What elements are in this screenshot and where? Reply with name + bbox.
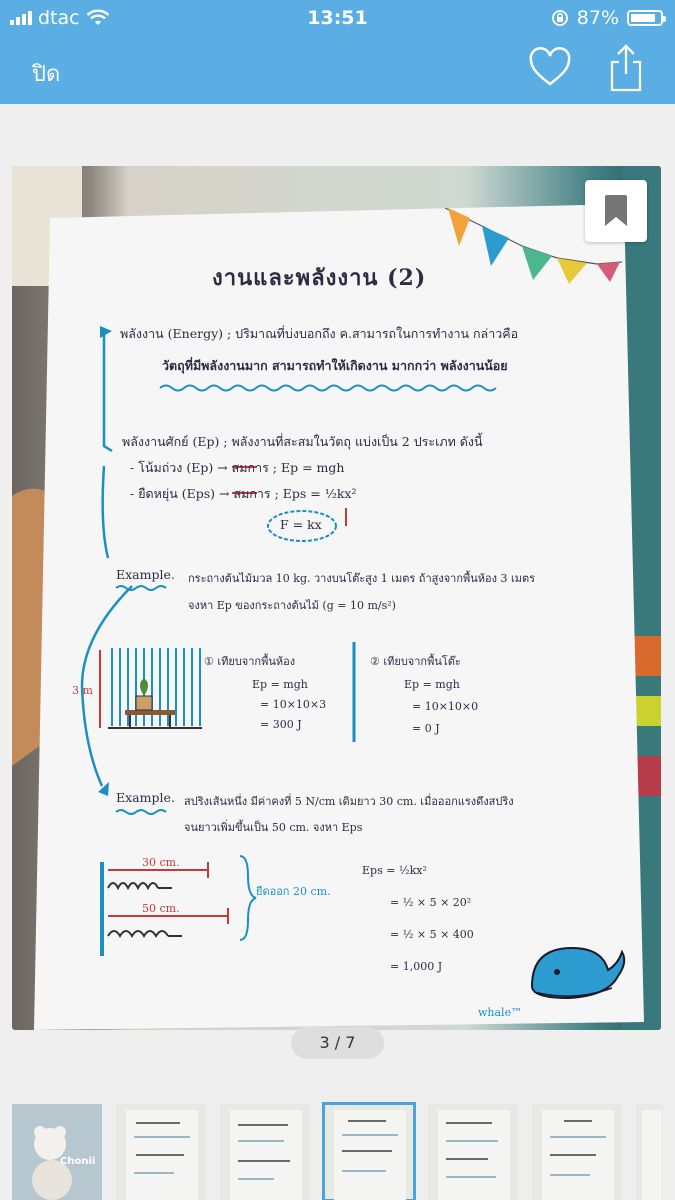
rotation-lock-icon (551, 9, 569, 27)
spring-len2: 50 cm. (142, 902, 180, 915)
eps-step4: = 1,000 J (390, 960, 443, 973)
note-title: งานและพลังงาน (2) (212, 265, 427, 291)
case1-result: = 300 J (260, 718, 302, 731)
eps-step2: = ½ × 5 × 20² (390, 896, 472, 909)
close-button[interactable]: ปิด (32, 62, 61, 87)
note-energy-line: พลังงาน (Energy) ; ปริมาณที่บ่งบอกถึง ค.สามารถในการทำงาน กล่าวคือ (120, 326, 519, 341)
example2-label: Example. (116, 790, 175, 805)
main-photo[interactable] (12, 166, 661, 1030)
note-force-box: F = kx (280, 517, 322, 532)
example2-text: สปริงเส้นหนึ่ง มีค่าคงที่ 5 N/cm เดิมยาว 30 cm. เมื่อออกแรงดึงสปริง (184, 795, 514, 808)
status-bar (0, 0, 675, 36)
note-potential-line: พลังงานศักย์ (Ep) ; พลังงานที่สะสมในวัตถุ แบ่งเป็น 2 ประเภท ดังนี้ (122, 434, 483, 449)
case2-title: ② เทียบจากพื้นโต๊ะ (370, 655, 461, 668)
battery-percent: 87% (576, 7, 619, 29)
bookmark-button[interactable] (585, 180, 647, 242)
case2-sub: = 10×10×0 (412, 700, 479, 713)
bear-avatar-icon (12, 1104, 102, 1200)
example2-text2: จนยาวเพิ่มขึ้นเป็น 50 cm. จงหา Eps (184, 821, 363, 834)
thumbnail[interactable] (12, 1104, 102, 1200)
thumbnail-page (438, 1110, 510, 1200)
battery-icon (627, 10, 663, 26)
case1-eq: Ep = mgh (252, 678, 308, 691)
height-label: 3 m (72, 684, 93, 697)
note-gravity-line: - โน้มถ่วง (Ep) → สมการ ; Ep = mgh (130, 460, 345, 475)
signature: whale™ (478, 1006, 523, 1019)
example1-label: Example. (116, 567, 175, 582)
clock: 13:51 (307, 7, 368, 29)
thumbnail[interactable] (636, 1104, 663, 1200)
case2-eq: Ep = mgh (404, 678, 460, 691)
spring-len1: 30 cm. (142, 856, 180, 869)
thumbnail-page (334, 1110, 406, 1200)
thumbnail[interactable] (532, 1104, 622, 1200)
case1-title: ① เทียบจากพื้นห้อง (204, 655, 296, 668)
thumbnail-selected[interactable] (324, 1104, 414, 1200)
note-energy-highlight: วัตถุที่มีพลังงานมาก สามารถทำให้เกิดงาน มากกว่า พลังงานน้อย (162, 358, 508, 373)
carrier-label: dtac (38, 7, 80, 29)
status-right (551, 7, 663, 29)
spring-stretch: ยืดออก 20 cm. (256, 885, 331, 898)
page-counter: 3 / 7 (291, 1027, 384, 1059)
favorite-button[interactable] (528, 46, 572, 94)
thumbnail[interactable] (116, 1104, 206, 1200)
thumbnail-page (642, 1110, 662, 1200)
battery-fill (631, 14, 655, 22)
thumbnail-page (126, 1110, 198, 1200)
example1-text: กระถางต้นไม้มวล 10 kg. วางบนโต๊ะสูง 1 เมตร ถ้าสูงจากพื้นห้อง 3 เมตร (188, 572, 536, 585)
nav-bar (0, 36, 675, 104)
case2-result: = 0 J (412, 722, 440, 735)
eps-step3: = ½ × 5 × 400 (390, 928, 474, 941)
case1-sub: = 10×10×3 (260, 698, 327, 711)
bookmark-icon (604, 195, 628, 227)
share-button[interactable] (606, 42, 646, 98)
thumbnail[interactable] (428, 1104, 518, 1200)
thumbnail[interactable] (220, 1104, 310, 1200)
thumbnail-label: Chonii (60, 1156, 96, 1167)
heart-icon (528, 46, 572, 90)
eps-step1: Eps = ½kx² (362, 864, 427, 877)
note-elastic-line: - ยืดหยุ่น (Eps) → สมการ ; Eps = ½kx² (130, 486, 357, 501)
thumbnail-page (542, 1110, 614, 1200)
example1-text2: จงหา Ep ของกระถางต้นไม้ (g = 10 m/s²) (188, 599, 396, 612)
thumbnail-page (230, 1110, 302, 1200)
share-icon (606, 42, 646, 94)
